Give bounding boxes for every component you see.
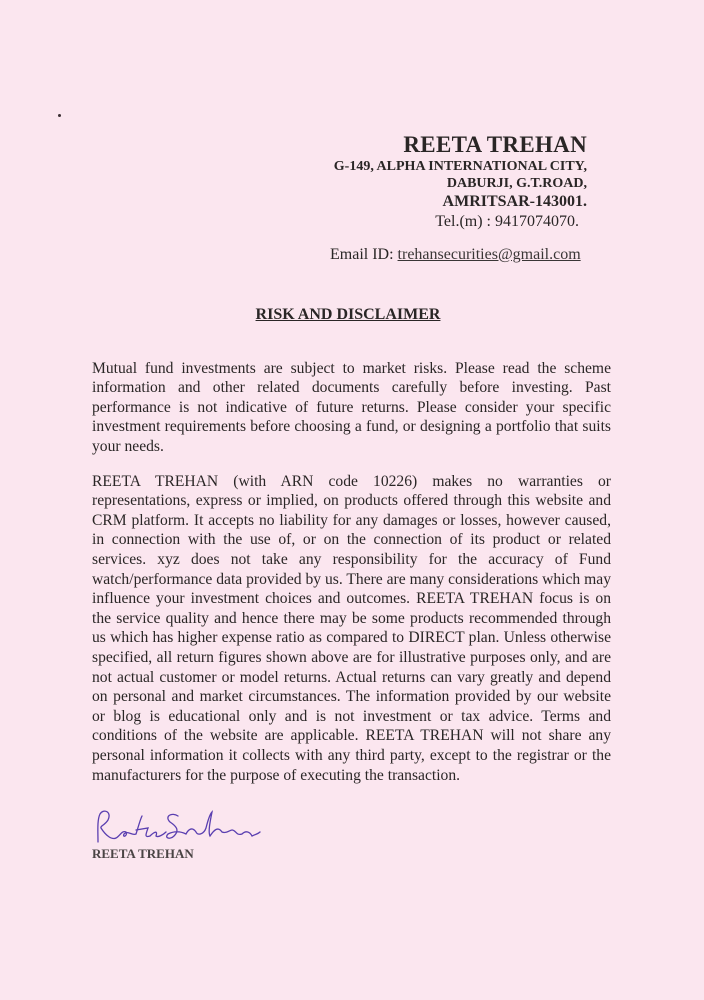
address-line-2: DABURJI, G.T.ROAD, — [446, 176, 587, 191]
paragraph-1: Mutual fund investments are subject to market risks. Please read the scheme information and other related documents carefully before investing. Past performance is not indicative of future returns. Please consider your specific investment requirements before choosing a fund, or designing a portfolio that suits your needs. — [92, 359, 611, 455]
paragraph-2: REETA TREHAN (with ARN code 10226) makes no warranties or representations, express or implied, on products offered through this website and CRM platform. It accepts no liability for any damages or losses, however caused, in connection with the use of, or on the connection of its product or related services. xyz does not take any responsibility for the accuracy of Fund watch/performance data provided by us. There are many considerations which may influence your investment choices and outcomes. REETA TREHAN focus is on the service quality and hence there may be some products recommended through us which has higher expense ratio as compared to DIRECT plan. Unless otherwise specified, all return figures shown above are for illustrative purposes only, and are not actual customer or model returns. Actual returns can vary greatly and depend on personal and market circumstances. The information provided by our website or blog is educational only and is not investment or tax advice. Terms and conditions of the website are applicable. REETA TREHAN will not share any personal information it collects with any third party, except to the registrar or the manufacturers for the purpose of executing the transaction. — [92, 472, 611, 784]
letterhead — [334, 132, 587, 232]
signatory-name: REETA TREHAN — [92, 846, 194, 861]
letterhead-name: REETA TREHAN — [403, 132, 587, 157]
telephone: Tel.(m) : 9417074070. — [435, 213, 579, 230]
address-line-1: G-149, ALPHA INTERNATIONAL CITY, — [333, 159, 587, 174]
email-label: Email ID: — [330, 246, 398, 263]
address-line-3: AMRITSAR-143001. — [442, 193, 587, 210]
scan-speck — [58, 114, 61, 117]
email-line — [330, 246, 581, 264]
document-heading: RISK AND DISCLAIMER — [255, 306, 441, 323]
email-link[interactable]: trehansecurities@gmail.com — [397, 246, 581, 263]
